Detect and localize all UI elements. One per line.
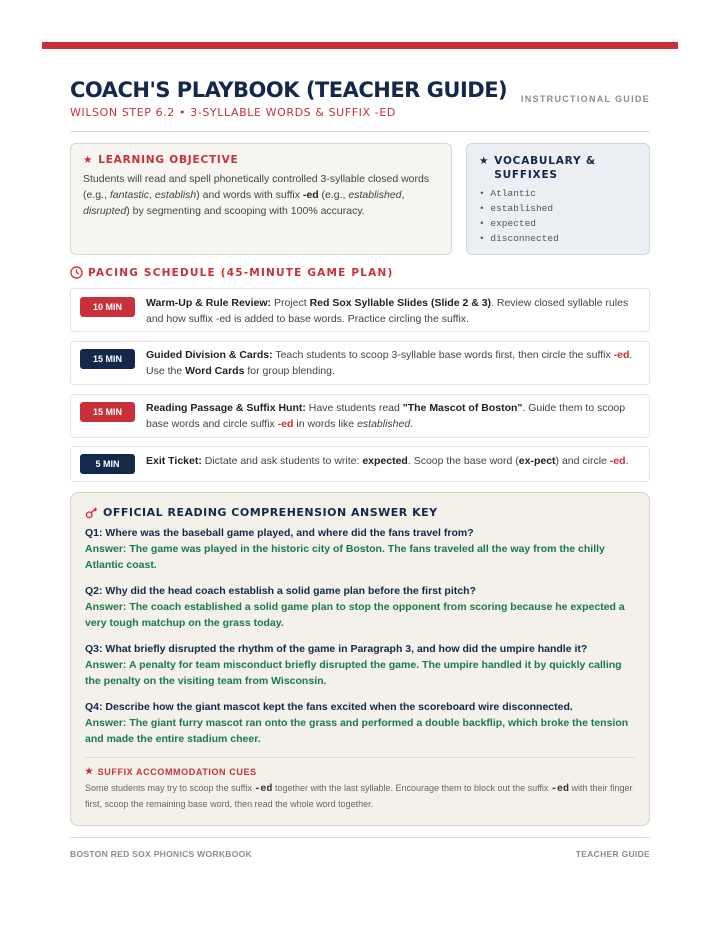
vocab-heading-text: VOCABULARY & SUFFIXES bbox=[494, 155, 596, 181]
question: Q2: Why did the head coach establish a solid game plan before the first pitch? bbox=[85, 585, 476, 597]
row-text-part: . Review closed syllable rules and how suffix -ed is added to base words. Practice circling the suffix. bbox=[146, 297, 629, 325]
objective-text-part: Students will read and spell phonetically controlled 3-syllable closed words (e.g., bbox=[83, 173, 430, 201]
suffix-highlight: -ed bbox=[550, 784, 569, 795]
qa-item bbox=[85, 525, 635, 573]
objective-text-part: ) and words with suffix bbox=[196, 189, 303, 201]
row-label: Warm-Up & Rule Review: bbox=[146, 297, 272, 309]
page-title: COACH'S PLAYBOOK (TEACHER GUIDE) bbox=[70, 78, 508, 102]
suffix-highlight: -ed bbox=[277, 418, 294, 430]
learning-objective-box bbox=[70, 143, 452, 255]
page-header bbox=[70, 78, 650, 119]
answer: Answer: A penalty for team misconduct briefly disrupted the game. The umpire handled it by quickly calling the penalty on the visiting team from Wisconsin. bbox=[85, 659, 622, 687]
example-word: fantastic bbox=[109, 189, 149, 201]
vocab-heading bbox=[479, 154, 637, 182]
row-label: Reading Passage & Suffix Hunt: bbox=[146, 402, 306, 414]
time-badge: 15 MIN bbox=[80, 402, 135, 422]
pacing-row bbox=[70, 341, 650, 385]
suffix-highlight: -ed bbox=[613, 349, 630, 361]
pacing-row bbox=[70, 446, 650, 482]
footer-divider bbox=[70, 837, 650, 838]
qa-item bbox=[85, 699, 635, 747]
top-accent-bar bbox=[42, 42, 678, 49]
vocab-list bbox=[479, 186, 637, 246]
vocab-item: • Atlantic bbox=[479, 188, 537, 199]
time-badge: 5 MIN bbox=[80, 454, 135, 474]
cue-heading-text: SUFFIX ACCOMMODATION CUES bbox=[97, 766, 257, 777]
star-icon: ★ bbox=[83, 154, 94, 166]
cue-text-part: together with the last syllable. Encourage them to block out the suffix bbox=[272, 783, 551, 793]
suffix-label: -ed bbox=[302, 189, 319, 201]
row-emphasis: Red Sox Syllable Slides (Slide 2 & 3) bbox=[309, 297, 492, 309]
row-text-part: for group blending. bbox=[244, 365, 335, 377]
key-icon bbox=[85, 506, 98, 519]
example-word: disrupted bbox=[83, 205, 127, 217]
pacing-row bbox=[70, 394, 650, 438]
objective-text-part: ) by segmenting and scooping with 100% accuracy. bbox=[126, 205, 365, 217]
cue-divider bbox=[85, 757, 635, 758]
footer-left: BOSTON RED SOX PHONICS WORKBOOK bbox=[70, 849, 252, 859]
row-text-part: ) and circle bbox=[555, 455, 610, 467]
pacing-heading-text: PACING SCHEDULE (45-MINUTE GAME PLAN) bbox=[88, 266, 394, 279]
objective-heading-text: LEARNING OBJECTIVE bbox=[98, 154, 239, 166]
clock-icon bbox=[70, 266, 83, 279]
row-text-part: Have students read bbox=[305, 402, 403, 414]
example-word: established bbox=[357, 418, 411, 430]
suffix-highlight: -ed bbox=[609, 455, 626, 467]
question: Q3: What briefly disrupted the rhythm of the game in Paragraph 3, and how did the umpire handle it? bbox=[85, 643, 588, 655]
footer-right: TEACHER GUIDE bbox=[575, 849, 650, 859]
time-badge: 10 MIN bbox=[80, 297, 135, 317]
time-badge: 15 MIN bbox=[80, 349, 135, 369]
row-emphasis: Word Cards bbox=[185, 365, 245, 377]
answer-key-heading-text: OFFICIAL READING COMPREHENSION ANSWER KEY bbox=[103, 506, 438, 519]
objective-text-part: (e.g., bbox=[318, 189, 349, 201]
vocabulary-box bbox=[466, 143, 650, 255]
row-text-part: . bbox=[410, 418, 414, 430]
row-text-part: Teach students to scoop 3-syllable base words first, then circle the suffix bbox=[272, 349, 614, 361]
vocab-item: • expected bbox=[479, 218, 537, 229]
row-text-part: in words like bbox=[293, 418, 358, 430]
star-icon: ★ bbox=[85, 766, 94, 776]
example-word: established bbox=[348, 189, 402, 201]
qa-item bbox=[85, 641, 635, 689]
answer-key-box bbox=[70, 492, 650, 826]
row-label: Exit Ticket: bbox=[146, 455, 202, 467]
answer: Answer: The coach established a solid game plan to stop the opponent from scoring because he expected a very tough matchup on the grass today. bbox=[85, 601, 625, 629]
row-text-part: . Use the bbox=[146, 349, 633, 377]
objective-text bbox=[83, 171, 439, 219]
answer-key-heading bbox=[85, 506, 635, 519]
answer: Answer: The game was played in the historic city of Boston. The fans traveled all the way from the chilly Atlantic coast. bbox=[85, 543, 605, 571]
row-text-part: Dictate and ask students to write: bbox=[201, 455, 363, 467]
qa-item bbox=[85, 583, 635, 631]
pacing-row-text bbox=[146, 453, 637, 469]
cue-text-part: Some students may try to scoop the suffix bbox=[85, 783, 255, 793]
vocab-item: • established bbox=[479, 203, 554, 214]
page-subtitle: WILSON STEP 6.2 • 3-SYLLABLE WORDS & SUFFIX -ED bbox=[70, 106, 396, 119]
header-divider bbox=[70, 131, 650, 132]
objective-heading bbox=[83, 154, 439, 166]
page-footer bbox=[70, 849, 650, 859]
cue-text-part: with their finger first, scoop the remaining base word, then read the whole word together. bbox=[85, 783, 633, 809]
example-word: establish bbox=[154, 189, 197, 201]
question: Q1: Where was the baseball game played, and where did the fans travel from? bbox=[85, 527, 474, 539]
row-emphasis: expected bbox=[362, 455, 408, 467]
row-emphasis: ex-pect bbox=[518, 455, 556, 467]
pacing-row-text bbox=[146, 347, 637, 379]
cue-text bbox=[85, 781, 635, 812]
objective-text-part: , bbox=[148, 189, 155, 201]
vocab-item: • disconnected bbox=[479, 233, 559, 244]
objective-text-part: , bbox=[401, 189, 405, 201]
row-emphasis: "The Mascot of Boston" bbox=[402, 402, 523, 414]
cue-heading bbox=[85, 766, 635, 777]
suffix-highlight: -ed bbox=[254, 784, 273, 795]
pacing-row-text bbox=[146, 295, 637, 327]
pacing-row-text bbox=[146, 400, 637, 432]
star-icon: ★ bbox=[479, 155, 490, 167]
pacing-row bbox=[70, 288, 650, 332]
row-text-part: . bbox=[625, 455, 629, 467]
question: Q4: Describe how the giant mascot kept the fans excited when the scoreboard wire disconnected. bbox=[85, 701, 573, 713]
answer: Answer: The giant furry mascot ran onto the grass and performed a double backflip, which broke the tension and made the entire stadium cheer. bbox=[85, 717, 629, 745]
pacing-heading bbox=[70, 266, 393, 279]
row-text-part: Project bbox=[271, 297, 310, 309]
guide-type-label: INSTRUCTIONAL GUIDE bbox=[520, 94, 650, 104]
row-text-part: . Guide them to scoop base words and circle suffix bbox=[146, 402, 626, 430]
row-text-part: . Scoop the base word ( bbox=[407, 455, 519, 467]
row-label: Guided Division & Cards: bbox=[146, 349, 273, 361]
